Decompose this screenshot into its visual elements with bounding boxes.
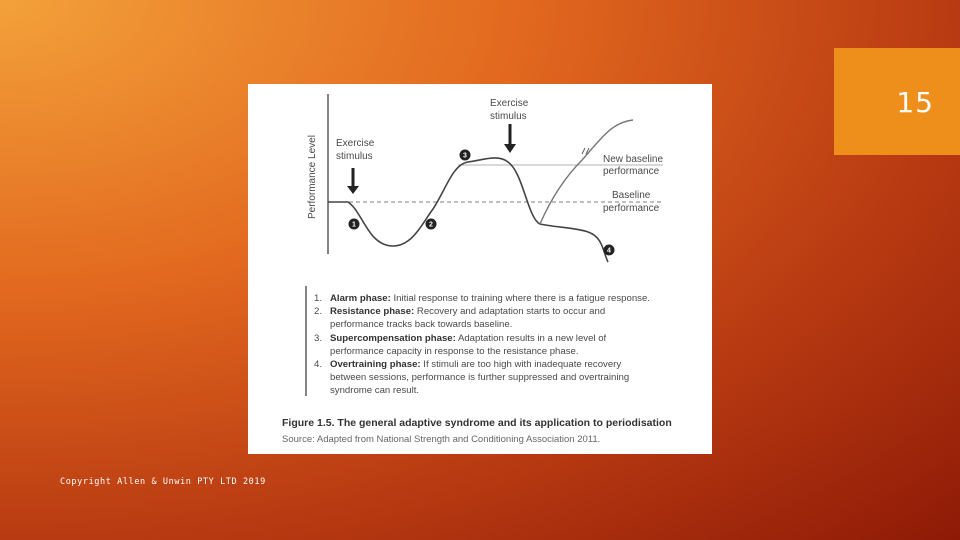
stimulus-top-line1: Exercise [490, 98, 529, 109]
figure-source: Source: Adapted from National Strength and Conditioning Association 2011. [282, 434, 601, 445]
svg-text:4: 4 [607, 247, 611, 255]
phase-2-line-1: Resistance phase: Recovery and adaptation starts to occur and [330, 306, 606, 317]
stimulus-arrowhead-top [504, 144, 516, 153]
phase-4-number: 4. [314, 359, 323, 370]
svg-text:1: 1 [352, 221, 356, 229]
stimulus-arrowhead-left [347, 186, 359, 194]
slide-number: 15 [896, 86, 934, 119]
marker-4 [604, 245, 615, 256]
phase-3-line-1: Supercompensation phase: Adaptation results in a new level of [330, 333, 607, 344]
figure-caption: Figure 1.5. The general adaptive syndrome and its application to periodisation [282, 417, 672, 429]
phase-2-line-2: performance tracks back towards baseline. [330, 319, 513, 330]
phase-2-number: 2. [314, 306, 323, 317]
performance-curve [328, 158, 608, 262]
y-axis-label: Performance Level [307, 135, 318, 219]
gas-diagram [248, 84, 712, 454]
phase-4-line-2: between sessions, performance is further suppressed and overtraining [330, 372, 630, 383]
figure-panel [248, 84, 712, 454]
new-baseline-label-line2: performance [603, 166, 660, 177]
phase-4-line-3: syndrome can result. [330, 385, 420, 396]
svg-text:2: 2 [429, 221, 433, 229]
phase-4-line-1: Overtraining phase: If stimuli are too high with inadequate recovery [330, 359, 622, 370]
break-mark [582, 148, 585, 154]
phase-1-number: 1. [314, 293, 323, 304]
svg-text:3: 3 [463, 152, 467, 160]
phase-list [314, 293, 650, 396]
new-baseline-label-line1: New baseline [603, 154, 664, 165]
marker-3 [460, 150, 471, 161]
baseline-label-line2: performance [603, 203, 660, 214]
phase-1-line: Alarm phase: Initial response to training where there is a fatigue response. [330, 293, 650, 304]
marker-2 [426, 219, 437, 230]
marker-1 [349, 219, 360, 230]
phase-3-number: 3. [314, 333, 323, 344]
stimulus-left-line2: stimulus [336, 151, 373, 162]
phase-3-line-2: performance capacity in response to the resistance phase. [330, 346, 579, 357]
copyright-text: Copyright Allen & Unwin PTY LTD 2019 [60, 477, 266, 487]
baseline-label-line1: Baseline [612, 190, 651, 201]
stimulus-top-line2: stimulus [490, 111, 527, 122]
stimulus-left-line1: Exercise [336, 138, 375, 149]
slide-number-box [834, 48, 960, 155]
